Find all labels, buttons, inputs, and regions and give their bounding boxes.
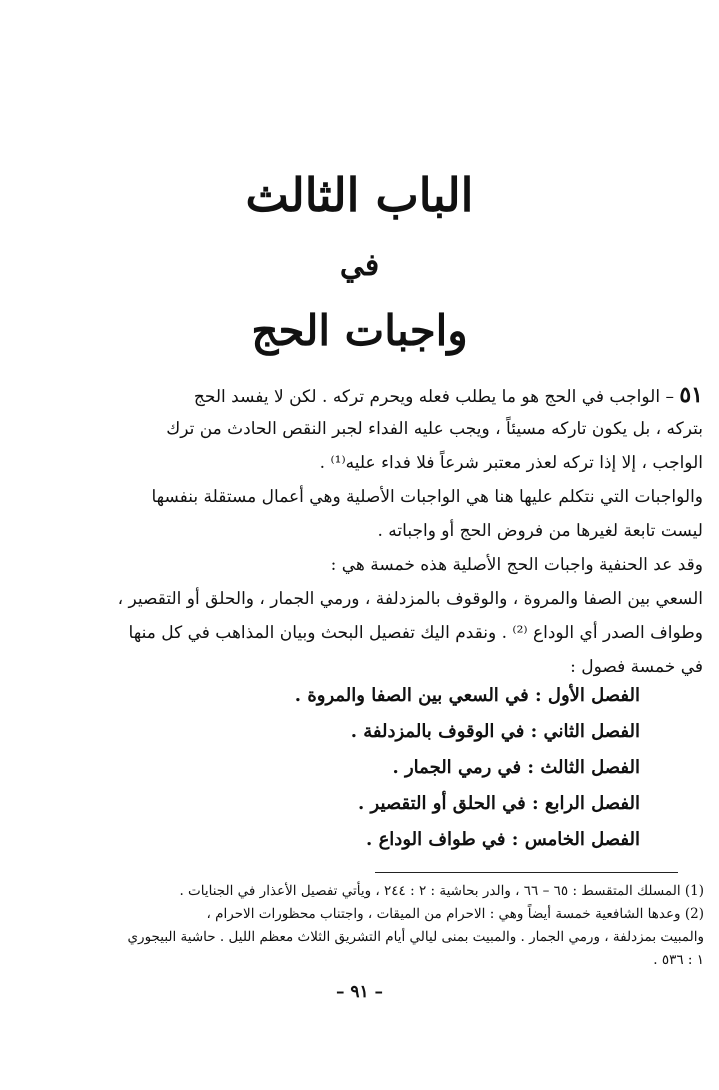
footnotes	[64, 880, 704, 972]
chapter-item: الفصل الثالث : في رمي الجمار .	[392, 757, 640, 778]
paragraph-obligations-list	[78, 582, 703, 684]
paragraph-line-text: – الواجب في الحج هو ما يطلب فعله ويحرم تركه . لكن لا يفسد الحج	[193, 387, 674, 407]
footnote-divider	[375, 872, 678, 873]
chapter-item: الفصل الرابع : في الحلق أو التقصير .	[358, 793, 640, 814]
paragraph-line: في خمسة فصول :	[570, 657, 703, 677]
footnote-line: (1) المسلك المتقسط : ٦٥ – ٦٦ ، والدر بحاشية : ٢ : ٢٤٤ ، ويأتي تفصيل الأعذار في الجنايات .	[179, 883, 704, 899]
paragraph-line: بتركه ، بل يكون تاركه مسيئاً ، ويجب عليه الفداء لجبر النقص الحادث من ترك	[166, 419, 703, 439]
paragraph-line: ليست تابعة لغيرها من فروض الحج أو واجباته .	[377, 521, 703, 541]
footnote-line: (2) وعدها الشافعية خمسة أيضاً وهي : الاحرام من الميقات ، واجتناب محظورات الاحرام ،	[206, 906, 704, 922]
paragraph-line	[78, 378, 703, 412]
paragraph-line: الواجب ، إلا إذا تركه لعذر معتبر شرعاً فلا فداء عليه⁽¹⁾ .	[319, 453, 703, 473]
paragraph-51	[78, 378, 703, 480]
paragraph-line: السعي بين الصفا والمروة ، والوقوف بالمزدلفة ، ورمي الجمار ، والحلق أو التقصير ،	[117, 589, 703, 609]
paragraph-line: وقد عد الحنفية واجبات الحج الأصلية هذه خمسة هي :	[330, 555, 703, 575]
chapter-subject: واجبات الحج	[251, 306, 468, 355]
footnote-line: والمبيت بمزدلفة ، ورمي الجمار . والمبيت بمنى ليالي أيام التشريق الثلاث معظم الليل . حاشية البيجوري	[127, 929, 704, 945]
paragraph-number: ٥١	[679, 382, 703, 408]
chapter-item: الفصل الأول : في السعي بين الصفا والمروة .	[294, 685, 640, 706]
paragraph-line: والواجبات التي نتكلم عليها هنا هي الواجبات الأصلية وهي أعمال مستقلة بنفسها	[151, 487, 703, 507]
paragraph-original-obligations	[78, 480, 703, 548]
paragraph-hanafi-count	[78, 548, 703, 582]
chapter-title: الباب الثالث	[245, 168, 474, 222]
paragraph-line: وطواف الصدر أي الوداع ⁽²⁾ . ونقدم اليك تفصيل البحث وبيان المذاهب في كل منها	[128, 623, 703, 643]
page-number: – ٩١ –	[335, 982, 384, 1002]
chapter-title-connector: في	[339, 248, 380, 283]
footnote-line: ١ : ٥٣٦ .	[653, 952, 704, 968]
chapters-list	[150, 678, 640, 858]
chapter-item: الفصل الخامس : في طواف الوداع .	[366, 829, 640, 850]
chapter-item: الفصل الثاني : في الوقوف بالمزدلفة .	[350, 721, 640, 742]
